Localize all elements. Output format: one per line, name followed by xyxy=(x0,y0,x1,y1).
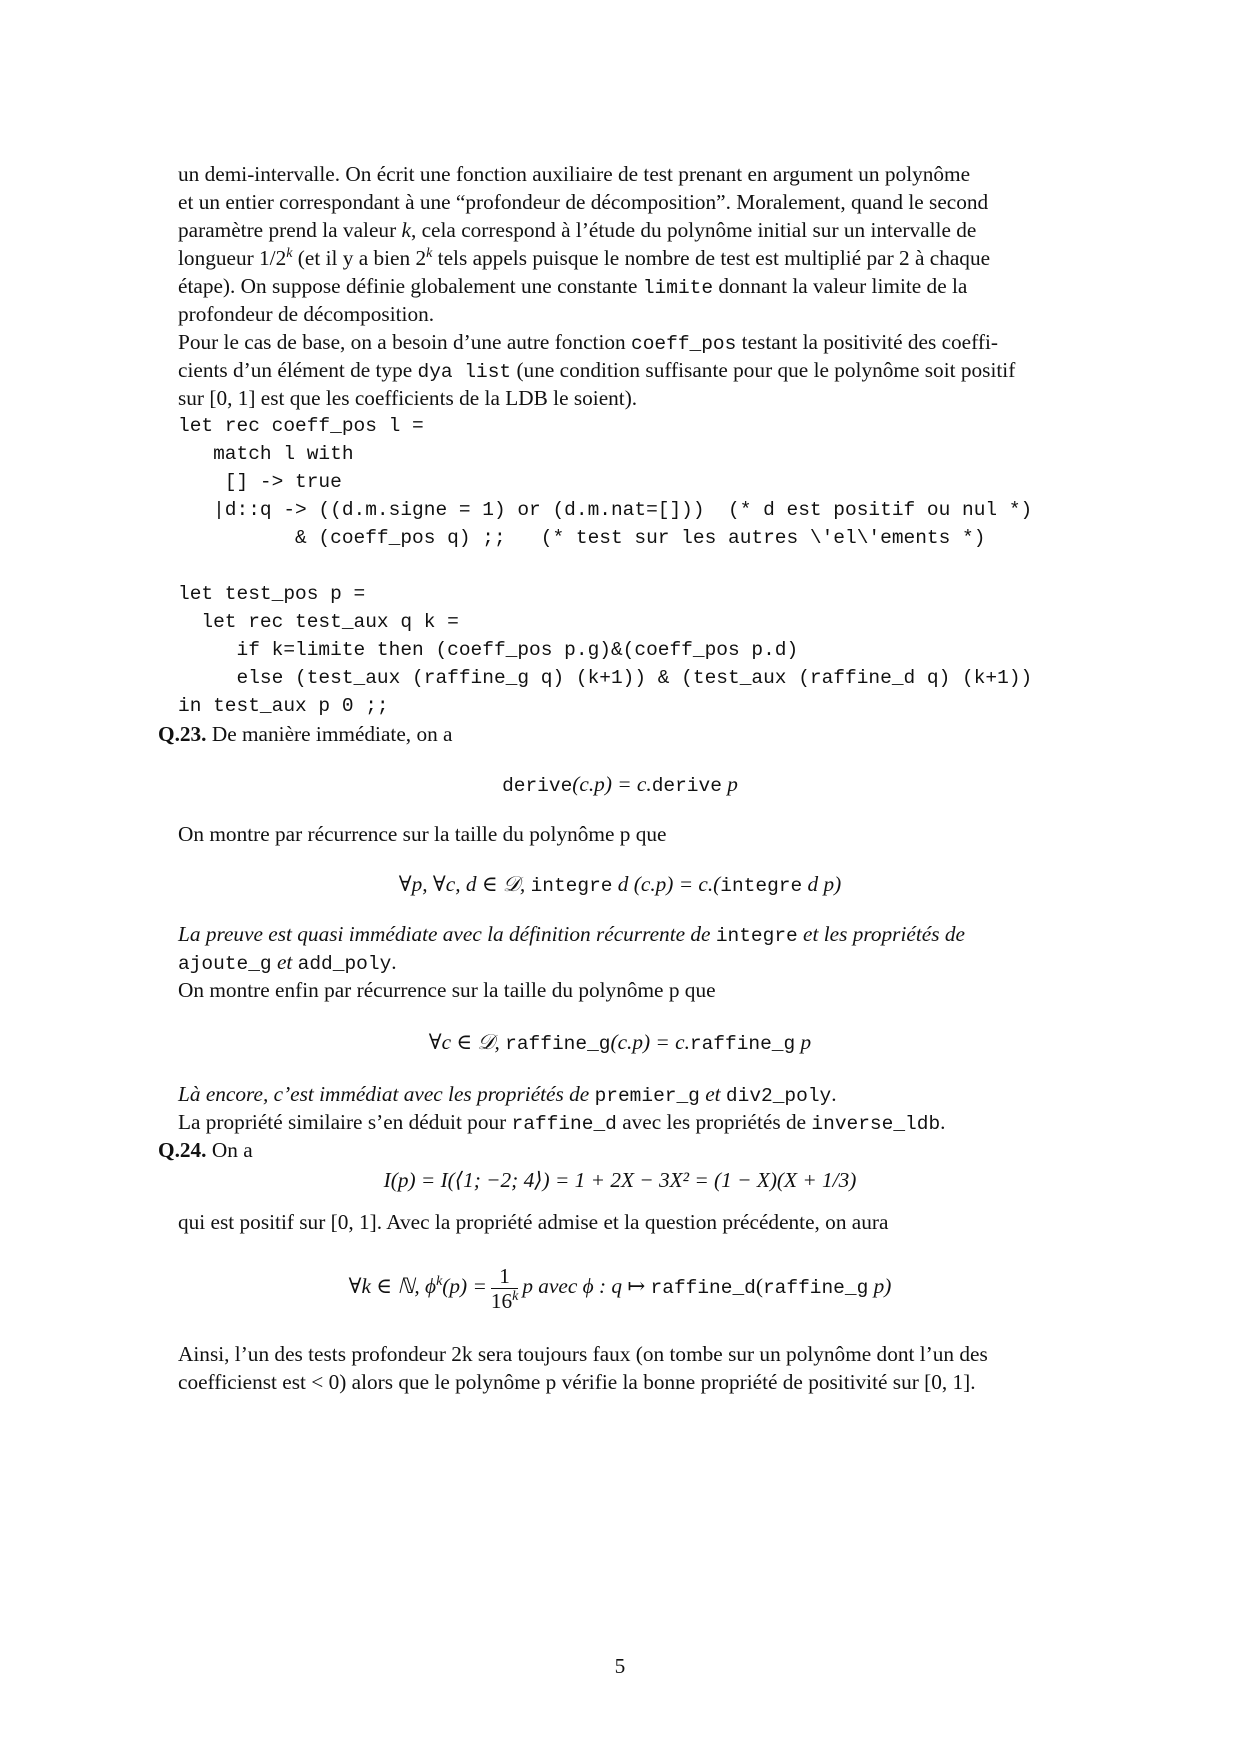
fraction: $\frac{1}{16^k}$ xyxy=(490,1263,519,1313)
q23-text-recurrence1: On montre par récurrence sur la taille du polynôme p que xyxy=(178,822,667,846)
code-coeff-pos-line3: [] -> true xyxy=(178,471,342,493)
code-test-pos-line3: if k=limite then (coeff_pos p.g)&(coeff_pos p.d) xyxy=(178,639,799,661)
code-coeff-pos-line2: match l with xyxy=(178,443,354,465)
q24-equation-phi: ∀k ∈ ℕ, $\phi^k(p)$ = $\frac{1}{16^k}$ p avec ϕ : q ↦ raffine_d(raffine_g p) xyxy=(348,1263,892,1313)
para2-line1: Pour le cas de base, on a besoin d’une autre fonction coeff_pos testant la positivité des coeffi- xyxy=(178,330,998,355)
code-test-pos-line4: else (test_aux (raffine_g q) (k+1)) & (test_aux (raffine_d q) (k+1)) xyxy=(178,667,1033,689)
para2-line3: sur [0, 1] est que les coefficients de la LDB le soient). xyxy=(178,386,638,410)
para1-line4: longueur 1/2$^k$ (et il y a bien 2$^k$ tels appels puisque le nombre de test est multiplié par 2 à chaque xyxy=(178,245,991,270)
q24-equation-I: I(p) = I(⟨1; −2; 4⟩) = 1 + 2X − 3X² = (1 − X)(X + 1/3) xyxy=(383,1168,857,1192)
q23-heading: Q.23. De manière immédiate, on a xyxy=(158,722,453,746)
code-test-pos-line5: in test_aux p 0 ;; xyxy=(178,695,389,717)
q23-text-recurrence2: On montre enfin par récurrence sur la taille du polynôme p que xyxy=(178,978,716,1002)
q23-text-similaire: La propriété similaire s’en déduit pour raffine_d avec les propriétés de inverse_ldb. xyxy=(178,1110,946,1135)
q24-text-ainsi: Ainsi, l’un des tests profondeur 2k sera toujours faux (on tombe sur un polynôme dont l’un des xyxy=(178,1342,988,1366)
q23-proof-line1: La preuve est quasi immédiate avec la définition récurrente de integre et les propriétés de xyxy=(178,922,965,947)
code-coeff-pos-line5: & (coeff_pos q) ;; (* test sur les autres \'el\'ements *) xyxy=(178,527,986,549)
q24-text-positif: qui est positif sur [0, 1]. Avec la propriété admise et la question précédente, on aura xyxy=(178,1210,889,1234)
q23-text-encore: Là encore, c’est immédiat avec les propriétés de premier_g et div2_poly. xyxy=(178,1082,837,1107)
q23-equation-derive: derive(c.p) = c.derive p xyxy=(502,772,738,797)
code-coeff-pos-line4: |d::q -> ((d.m.signe = 1) or (d.m.nat=[])) (* d est positif ou nul *) xyxy=(178,499,1033,521)
para1-line1: un demi-intervalle. On écrit une fonction auxiliaire de test prenant en argument un polynôme xyxy=(178,162,971,186)
q24-text-conclusion: coefficienst est < 0) alors que le polynôme p vérifie la bonne propriété de positivité sur [0, 1]. xyxy=(178,1370,976,1394)
q23-equation-raffine: ∀c ∈ 𝒟, raffine_g(c.p) = c.raffine_g p xyxy=(428,1030,812,1055)
para1-line2: et un entier correspondant à une “profondeur de décomposition”. Moralement, quand le second xyxy=(178,190,989,214)
q24-label: Q.24. xyxy=(158,1138,207,1162)
para1-line5: étape). On suppose définie globalement une constante limite donnant la valeur limite de la xyxy=(178,274,968,299)
page-number: 5 xyxy=(614,1654,626,1678)
q24-heading: Q.24. On a xyxy=(158,1138,253,1162)
code-coeff-pos-line1: let rec coeff_pos l = xyxy=(178,415,424,437)
para2-line2: cients d’un élément de type dya list (une condition suffisante pour que le polynôme soit positif xyxy=(178,358,1016,383)
code-test-pos-line1: let test_pos p = xyxy=(178,583,366,605)
code-test-pos-line2: let rec test_aux q k = xyxy=(178,611,459,633)
para1-line6: profondeur de décomposition. xyxy=(178,302,435,326)
q23-label: Q.23. xyxy=(158,722,207,746)
q23-proof-line2: ajoute_g et add_poly. xyxy=(178,950,397,975)
para1-line3: paramètre prend la valeur k, cela correspond à l’étude du polynôme initial sur un intervalle de xyxy=(178,218,977,242)
q23-equation-integre: ∀p, ∀c, d ∈ 𝒟, integre d (c.p) = c.(integre d p) xyxy=(398,872,842,897)
